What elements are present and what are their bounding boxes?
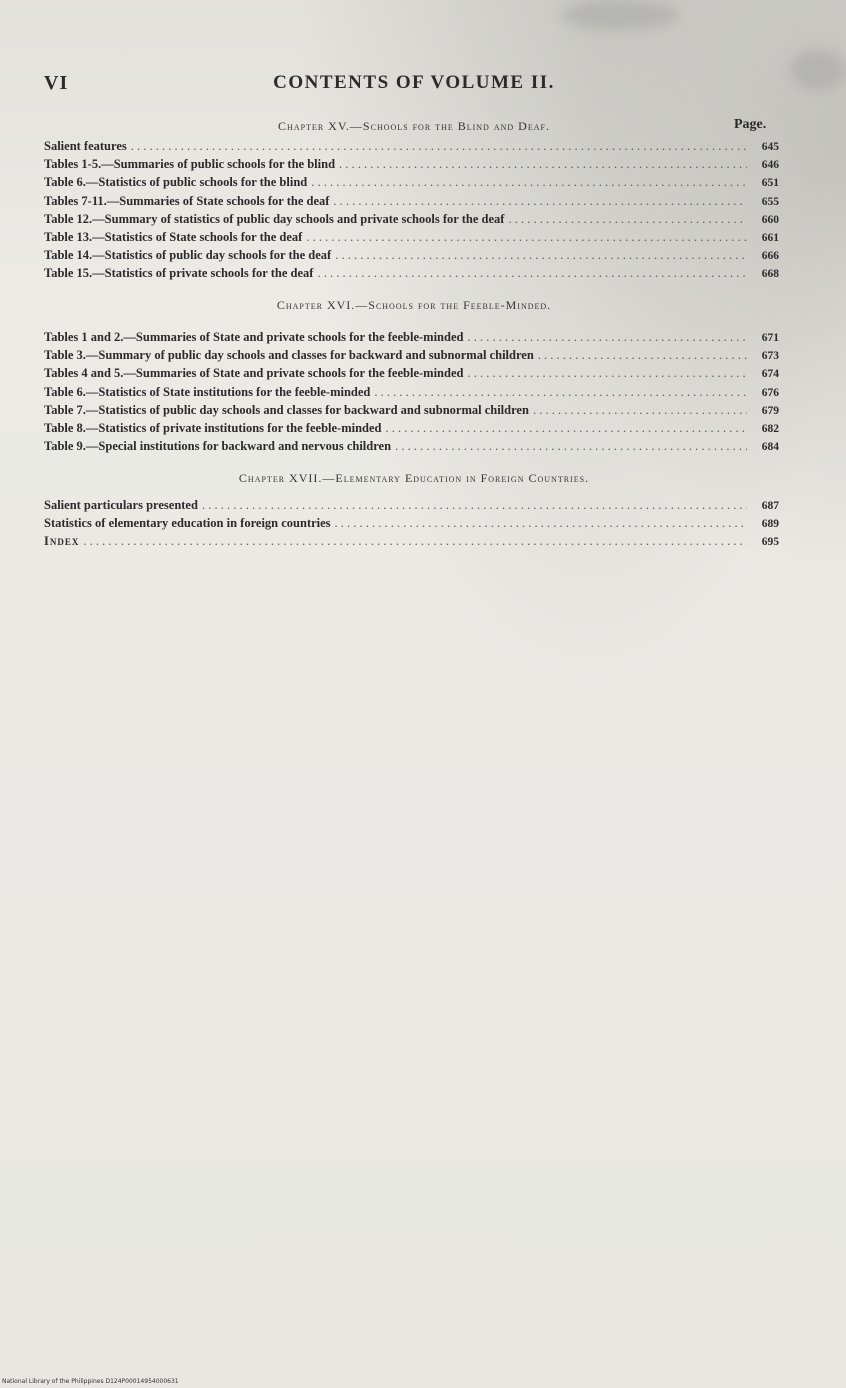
toc-entry-title: Table 3.—Summary of public day schools and classes for backward and subnormal children — [44, 348, 534, 363]
toc-entry[interactable] — [44, 514, 779, 532]
toc-entry[interactable] — [44, 346, 779, 364]
toc-entry-title: Table 15.—Statistics of private schools for the deaf — [44, 266, 314, 281]
page-folio: VI — [44, 72, 69, 94]
toc-entry-title: Table 9.—Special institutions for backward and nervous children — [44, 439, 392, 454]
toc-entry[interactable] — [44, 401, 779, 419]
toc-entry-title: Tables 1-5.—Summaries of public schools for the blind — [44, 157, 336, 172]
toc-entry-page: 674 — [761, 368, 779, 381]
dot-leader — [202, 496, 747, 514]
dot-leader — [335, 246, 747, 264]
dot-leader — [131, 137, 747, 155]
toc-entry-page: 645 — [761, 141, 779, 153]
dot-leader — [306, 228, 747, 246]
toc-entry-page: 673 — [761, 350, 779, 363]
toc-entry-title: Table 8.—Statistics of private institutions for the feeble-minded — [44, 420, 382, 435]
dot-leader — [386, 419, 748, 437]
paper-smudge — [560, 0, 680, 30]
toc-entry[interactable] — [44, 364, 779, 382]
dot-leader — [317, 264, 747, 282]
dot-leader — [339, 155, 747, 173]
toc-entry-title: Table 13.—Statistics of State schools for the deaf — [44, 229, 303, 244]
toc-entry-page: 684 — [761, 441, 779, 454]
toc-entry[interactable] — [44, 419, 779, 437]
dot-leader — [374, 383, 747, 401]
chapter-heading-xv: Chapter XV.—Schools for the Blind and Deaf. — [278, 119, 550, 133]
toc-entry[interactable] — [44, 246, 779, 264]
toc-entry-page: 661 — [761, 231, 779, 244]
toc-entry-title: Table 12.—Summary of statistics of public day schools and private schools for the deaf — [44, 211, 505, 226]
dot-leader — [333, 192, 747, 210]
dot-leader — [83, 532, 747, 550]
toc-entry-title: Table 7.—Statistics of public day schools and classes for backward and subnormal children — [44, 402, 529, 417]
toc-entry-page: 651 — [761, 177, 779, 190]
toc-entry-page: 646 — [761, 159, 779, 172]
page-header — [44, 72, 784, 102]
toc-list-chapter-xv — [44, 137, 779, 283]
toc-entry[interactable] — [44, 228, 779, 246]
toc-entry-page: 668 — [761, 268, 779, 281]
dot-leader — [467, 364, 747, 382]
toc-entry-title: Salient features — [44, 139, 127, 153]
toc-entry[interactable] — [44, 264, 779, 282]
toc-entry-title: Tables 7-11.—Summaries of State schools for the deaf — [44, 193, 330, 208]
toc-entry[interactable] — [44, 532, 779, 550]
page-column-label: Page. — [734, 117, 767, 132]
toc-entry-title: Table 6.—Statistics of public schools for the blind — [44, 175, 308, 190]
dot-leader — [335, 514, 747, 532]
toc-entry[interactable] — [44, 383, 779, 401]
toc-list-chapter-xvi — [44, 328, 779, 455]
toc-entry-page: 682 — [761, 422, 779, 435]
chapter-heading-xvi: Chapter XVI.—Schools for the Feeble-Minded. — [276, 298, 552, 312]
toc-entry[interactable] — [44, 437, 779, 455]
toc-entry-page: 660 — [761, 213, 779, 226]
toc-entry-page: 689 — [761, 518, 779, 531]
dot-leader — [467, 328, 747, 346]
toc-entry-title: Table 6.—Statistics of State institutions for the feeble-minded — [44, 384, 371, 399]
paper-smudge — [790, 50, 846, 90]
toc-entry[interactable] — [44, 173, 779, 191]
toc-entry[interactable] — [44, 137, 779, 155]
toc-entry[interactable] — [44, 328, 779, 346]
toc-entry-title: Table 14.—Statistics of public day schools for the deaf — [44, 248, 332, 263]
chapter-heading-xvii: Chapter XVII.—Elementary Education in Foreign Countries. — [238, 471, 590, 485]
toc-entry[interactable] — [44, 155, 779, 173]
toc-entry-title: Statistics of elementary education in foreign countries — [44, 516, 331, 531]
toc-entry-title: Tables 1 and 2.—Summaries of State and private schools for the feeble-minded — [44, 330, 464, 344]
toc-entry-page: 671 — [761, 332, 779, 344]
toc-entry[interactable] — [44, 496, 779, 514]
toc-entry-page: 666 — [761, 250, 779, 263]
toc-entry[interactable] — [44, 210, 779, 228]
dot-leader — [395, 437, 747, 455]
dot-leader — [311, 173, 747, 191]
toc-entry-page: 655 — [761, 195, 779, 208]
library-credit: National Library of the Philippines D124P00014954000631 — [2, 1378, 179, 1385]
toc-entry-page: 695 — [761, 536, 779, 549]
toc-entry-page: 679 — [761, 404, 779, 417]
toc-list-chapter-xvii — [44, 496, 779, 551]
running-title: CONTENTS OF VOLUME II. — [273, 72, 555, 93]
dot-leader — [533, 401, 747, 419]
toc-entry-title: Salient particulars presented — [44, 498, 198, 512]
toc-entry-page: 687 — [761, 500, 779, 512]
dot-leader — [538, 346, 747, 364]
toc-entry[interactable] — [44, 192, 779, 210]
dot-leader — [508, 210, 747, 228]
toc-entry-title: Index — [44, 534, 80, 549]
toc-entry-title: Tables 4 and 5.—Summaries of State and private schools for the feeble-minded — [44, 366, 464, 381]
toc-entry-page: 676 — [761, 386, 779, 399]
